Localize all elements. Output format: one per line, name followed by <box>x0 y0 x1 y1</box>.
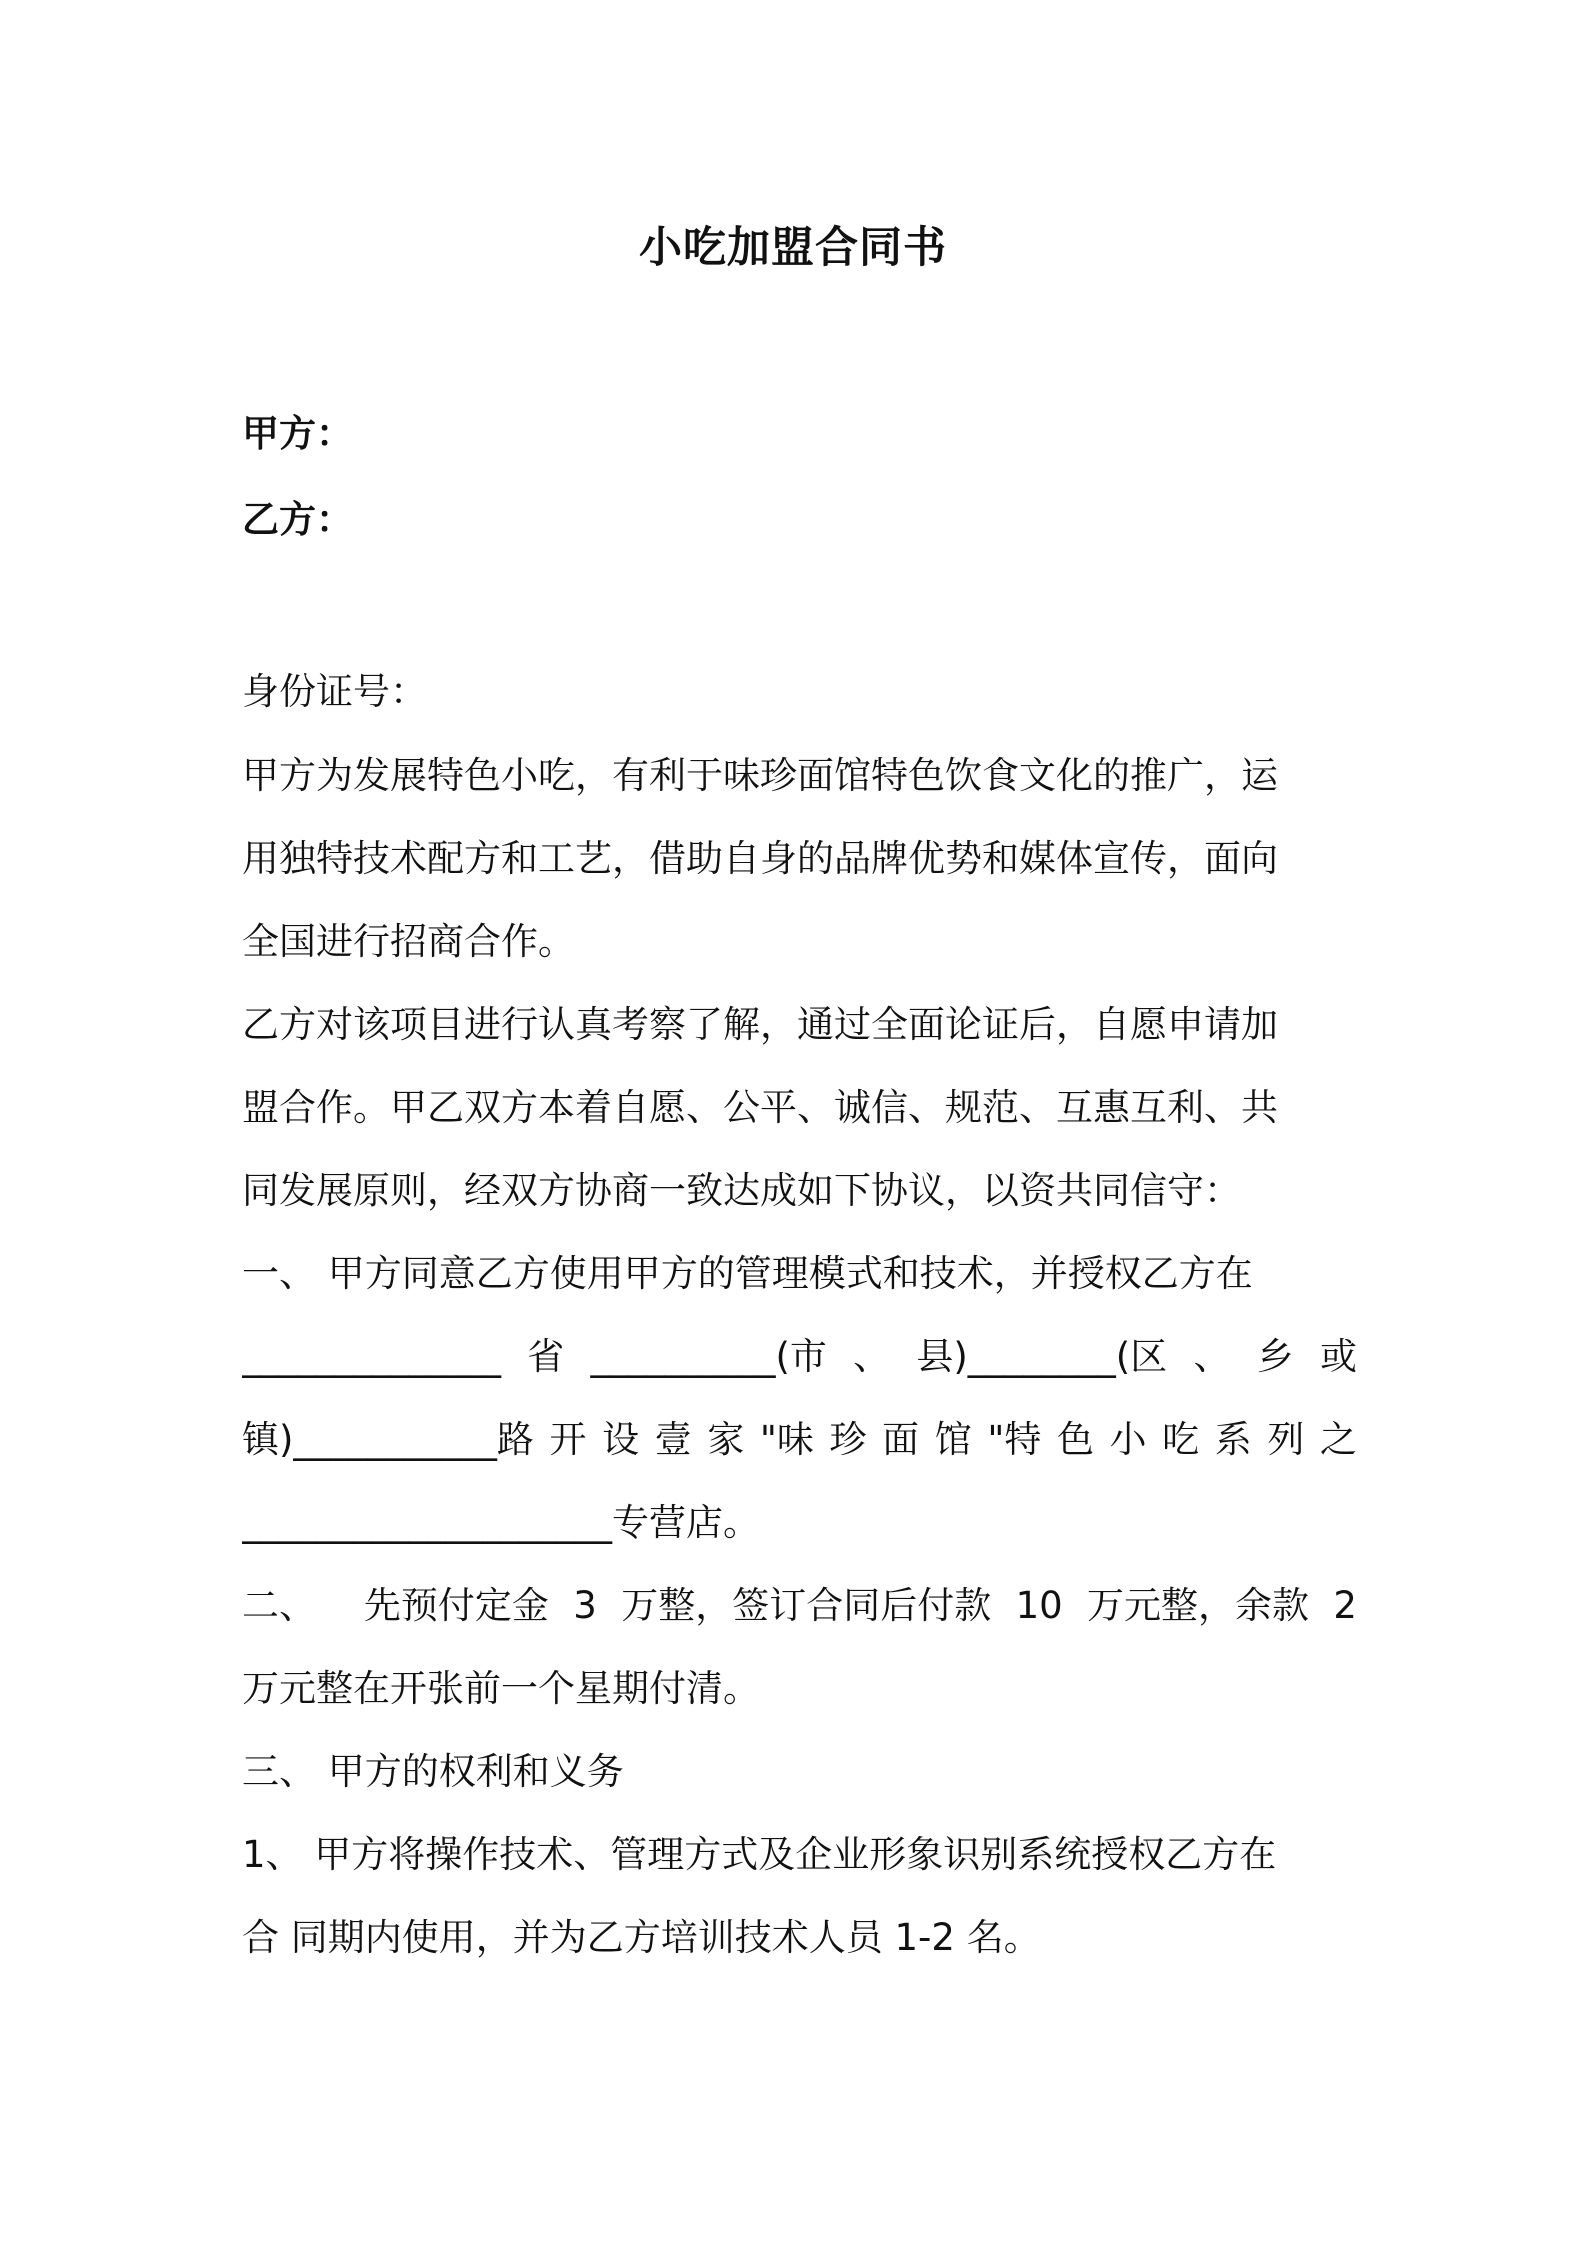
party-a-label: 甲方： <box>242 412 353 455</box>
clause-1-line-3-seg: 色 <box>1056 1418 1094 1461</box>
clause-1-line-2-seg: 或 <box>1319 1335 1357 1378</box>
clause-2-line-1-seg: 二、 <box>242 1584 316 1627</box>
intro-b-line-1: 乙方对该项目进行认真考察了解，通过全面论证后，自愿申请加 <box>242 1003 1278 1046</box>
intro-a-line-2: 用独特技术配方和工艺，借助自身的品牌优势和媒体宣传，面向 <box>242 837 1278 880</box>
clause-1-line-2-seg: 、 <box>853 1335 891 1378</box>
id-number-label: 身份证号： <box>242 670 427 713</box>
clause-1-line-1: 一、 甲方同意乙方使用甲方的管理模式和技术，并授权乙方在 <box>242 1252 1253 1295</box>
clause-1-line-3-seg: 珍 <box>829 1418 867 1461</box>
intro-b-line-3: 同发展原则，经双方协商一致达成如下协议，以资共同信守： <box>242 1169 1241 1212</box>
clause-1-line-3-seg: 之 <box>1319 1418 1357 1461</box>
intro-a-line-1: 甲方为发展特色小吃，有利于味珍面馆特色饮食文化的推广，运 <box>242 754 1278 797</box>
clause-1-line-2-seg: 、 <box>1193 1335 1231 1378</box>
clause-1-line-2-seg: 省 <box>527 1335 565 1378</box>
clause-1-line-3-seg: 开 <box>549 1418 587 1461</box>
clause-1-line-2 <box>242 1331 1357 1383</box>
clause-1-line-3-seg: 小 <box>1109 1418 1147 1461</box>
clause-2-line-1 <box>242 1580 1357 1632</box>
clause-1-line-3-seg: 馆 <box>934 1418 972 1461</box>
intro-a-line-3: 全国进行招商合作。 <box>242 920 575 963</box>
clause-1-line-2-seg: 乡 <box>1256 1335 1294 1378</box>
clause-1-line-2-seg: ______________ <box>242 1335 501 1378</box>
clause-1-line-3-seg: 系 <box>1214 1418 1252 1461</box>
clause-2-line-1-seg: 10 <box>1015 1584 1063 1627</box>
clause-1-line-3-seg: 列 <box>1267 1418 1305 1461</box>
clause-2-line-2: 万元整在开张前一个星期付清。 <box>242 1667 760 1710</box>
clause-1-line-3-seg: 家 <box>707 1418 745 1461</box>
clause-3-item-1-line-2: 合 同期内使用，并为乙方培训技术人员 1-2 名。 <box>242 1916 1041 1959</box>
clause-1-line-3-seg: 壹 <box>654 1418 692 1461</box>
clause-1-line-3-seg: 面 <box>882 1418 920 1461</box>
clause-2-line-1-seg: 万元整，余款 <box>1087 1584 1310 1627</box>
clause-1-line-3-seg: "味 <box>759 1418 814 1461</box>
intro-b-line-2: 盟合作。甲乙双方本着自愿、公平、诚信、规范、互惠互利、共 <box>242 1086 1278 1129</box>
clause-1-line-2-seg: 县)________(区 <box>916 1335 1168 1378</box>
clause-1-line-3-seg: 镇)___________路 <box>242 1418 534 1461</box>
clause-2-line-1-seg: 万整，签订合同后付款 <box>621 1584 992 1627</box>
party-b-label: 乙方： <box>242 498 353 541</box>
clause-3-heading: 三、 甲方的权利和义务 <box>242 1750 624 1793</box>
clause-1-line-3-seg: 吃 <box>1162 1418 1200 1461</box>
clause-1-line-2-seg: __________(市 <box>590 1335 827 1378</box>
clause-1-line-3-seg: 设 <box>602 1418 640 1461</box>
clause-2-line-1-seg: 先预付定金 <box>340 1584 549 1627</box>
clause-1-line-3 <box>242 1414 1357 1466</box>
clause-2-line-1-seg: 2 <box>1333 1584 1357 1627</box>
clause-1-line-3-seg: "特 <box>987 1418 1042 1461</box>
document-title: 小吃加盟合同书 <box>639 223 947 273</box>
clause-3-item-1-line-1: 1、 甲方将操作技术、管理方式及企业形象识别系统授权乙方在 <box>242 1833 1277 1876</box>
clause-1-line-4: ____________________专营店。 <box>242 1501 760 1544</box>
clause-2-line-1-seg: 3 <box>573 1584 597 1627</box>
